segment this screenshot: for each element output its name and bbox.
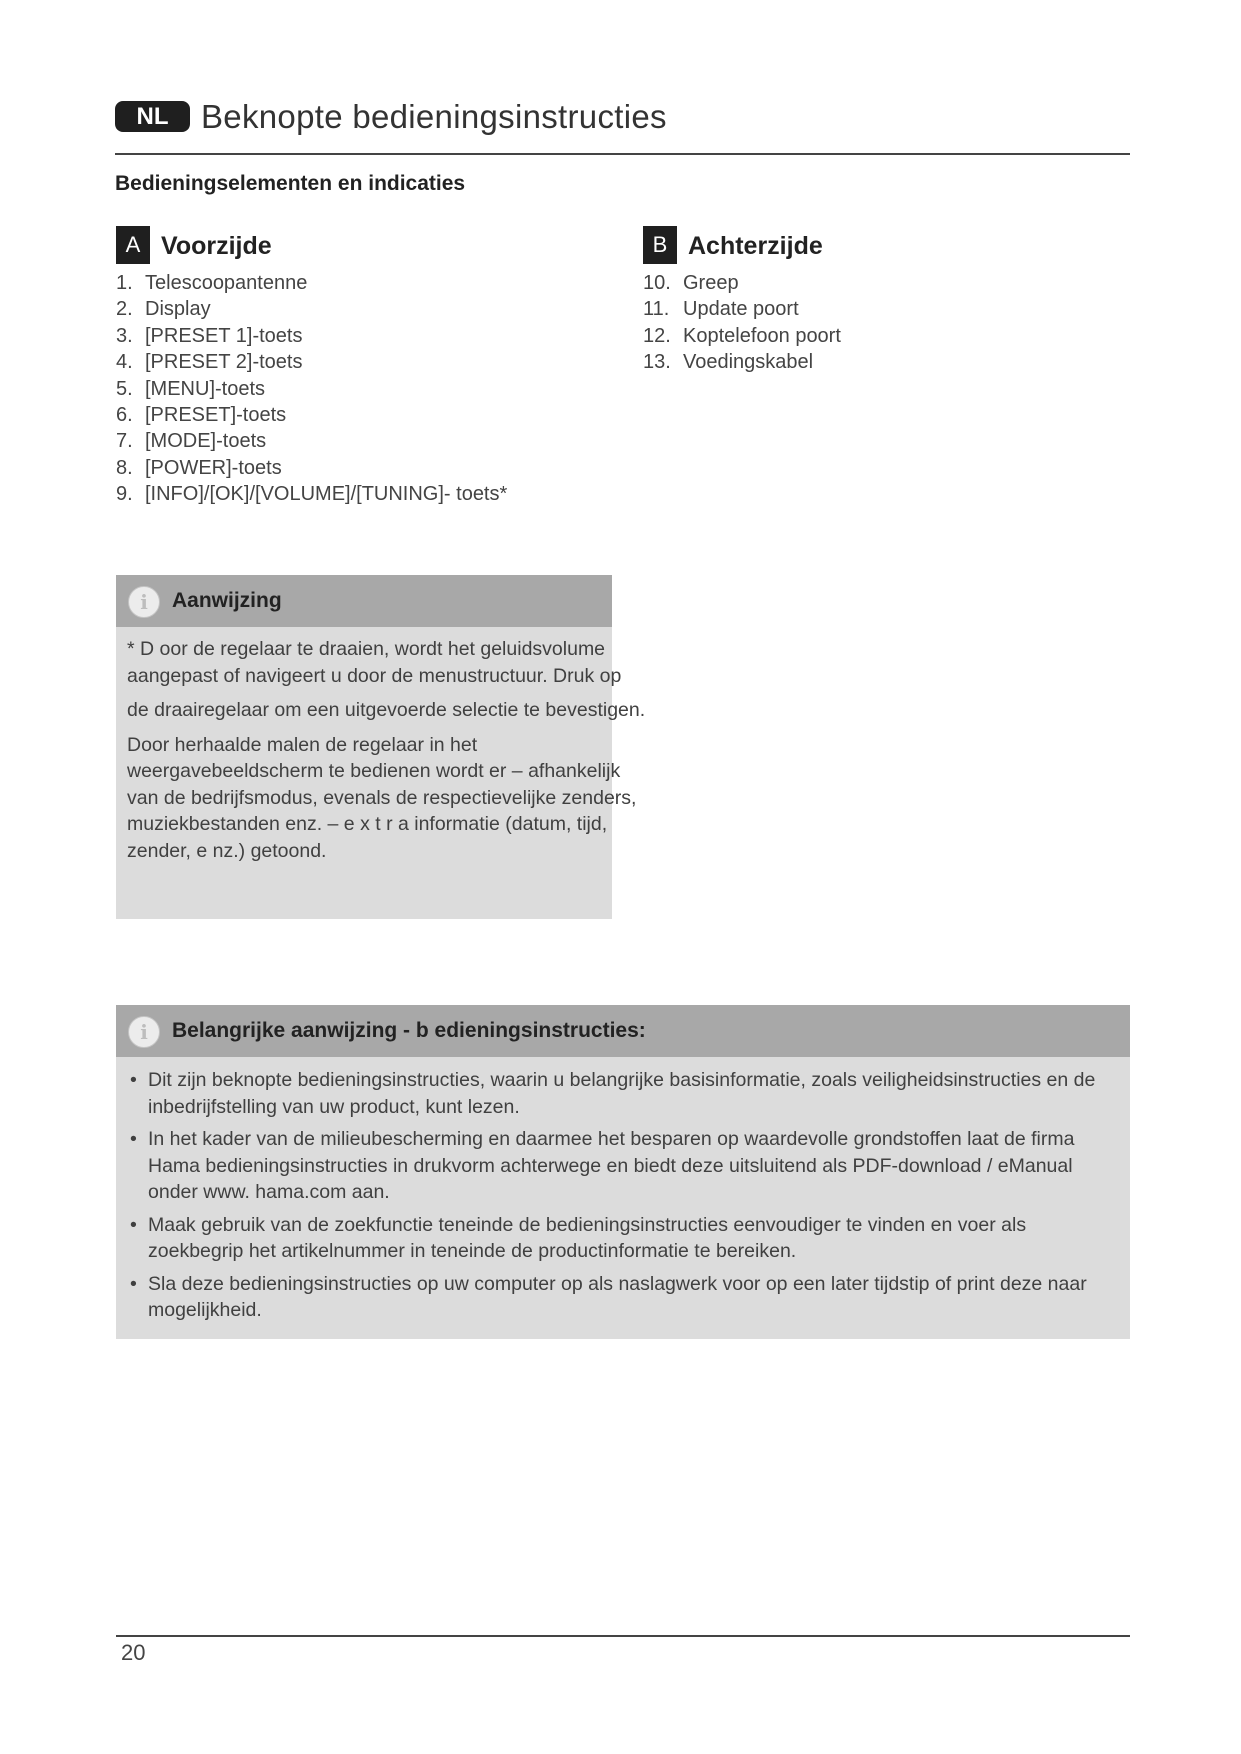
item-number: 11.: [643, 298, 670, 321]
important-note-list: [116, 1057, 1130, 1324]
item-number: 6.: [116, 403, 133, 426]
front-heading: Voorzijde: [161, 232, 272, 260]
back-controls-column: [643, 226, 841, 376]
item-label: [PRESET 1]-toets: [145, 324, 303, 347]
list-item: [116, 428, 507, 454]
item-number: 12.: [643, 324, 671, 347]
important-note-header: [116, 1005, 1130, 1057]
item-number: 4.: [116, 351, 133, 374]
item-label: [INFO]/[OK]/[VOLUME]/[TUNING]- toets*: [145, 483, 508, 506]
note-paragraph: * D oor de regelaar te draaien, wordt het geluidsvolume aangepast of navigeert u door de menustructuur. Druk op: [127, 638, 622, 687]
note-paragraph: de draairegelaar om een uitgevoerde selectie te bevestigen.: [127, 699, 646, 721]
list-item: [116, 481, 507, 507]
footer-divider: [116, 1635, 1130, 1637]
list-item: [116, 349, 507, 375]
page-header: [115, 95, 1130, 155]
bullet: •: [130, 1069, 137, 1091]
item-label: Update poort: [683, 298, 799, 321]
bullet-text: Sla deze bedieningsinstructies op uw computer op als naslagwerk voor op een later tijdstip of print deze naar mogelijkheid.: [148, 1272, 1087, 1321]
item-label: [POWER]-toets: [145, 456, 282, 479]
section-letter-a: A: [116, 226, 150, 264]
item-label: [MODE]-toets: [145, 430, 267, 453]
front-controls-column: [116, 226, 507, 508]
language-badge: NL: [115, 101, 190, 132]
section-title: Bedieningselementen en indicaties: [115, 172, 466, 195]
list-item: [130, 1067, 1116, 1120]
front-controls-list: [116, 270, 507, 508]
item-label: [MENU]-toets: [145, 377, 266, 400]
important-note-title: Belangrijke aanwijzing - b edieningsinstructies:: [172, 1019, 646, 1042]
header-divider: [115, 153, 1130, 155]
bullet-text: In het kader van de milieubescherming en daarmee het besparen op waardevolle grondstoffen laat de firma Hama bedieningsinstructies in drukvorm achterwege en biedt deze uitsluitend als PDF-download / eManual onder www. hama.com aan.: [148, 1128, 1075, 1203]
item-number: 2.: [116, 298, 133, 321]
bullet-text: Dit zijn beknopte bedieningsinstructies, waarin u belangrijke basisinformatie, zoals veiligheidsinstructies en de inbedrijfstelling van uw product, kunt lezen.: [148, 1069, 1096, 1118]
item-number: 8.: [116, 456, 133, 479]
list-item: [130, 1271, 1116, 1324]
back-heading: Achterzijde: [688, 232, 823, 260]
item-label: Voedingskabel: [683, 351, 814, 374]
item-number: 5.: [116, 377, 133, 400]
note-body: [116, 627, 646, 864]
bullet: •: [130, 1213, 137, 1236]
bullet-text: Maak gebruik van de zoekfunctie teneinde de bedieningsinstructies eenvoudiger te vinden en voer als zoekbegrip het artikelnummer in teneinde de productinformatie te bereiken.: [148, 1213, 1027, 1262]
item-label: Display: [145, 298, 211, 321]
info-icon: i: [128, 586, 160, 618]
bullet: •: [130, 1272, 137, 1295]
list-item: [643, 296, 841, 322]
note-title: Aanwijzing: [172, 589, 282, 612]
item-label: Greep: [683, 272, 739, 294]
bullet: •: [130, 1128, 137, 1150]
item-label: Telescoopantenne: [145, 272, 308, 294]
item-label: Koptelefoon poort: [683, 324, 841, 347]
item-label: [PRESET 2]-toets: [145, 351, 303, 374]
list-item: [116, 402, 507, 428]
page-number: 20: [121, 1640, 146, 1665]
note-box: [116, 575, 646, 919]
item-number: 9.: [116, 483, 133, 506]
item-number: 13.: [643, 351, 671, 374]
list-item: [130, 1212, 1116, 1265]
list-item: [643, 349, 841, 375]
important-note-box: [116, 1005, 1130, 1339]
list-item: [130, 1126, 1116, 1206]
item-number: 10.: [643, 272, 671, 294]
item-number: 7.: [116, 430, 133, 453]
list-item: [643, 270, 841, 296]
list-item: [116, 270, 507, 296]
note-header: [116, 575, 612, 627]
item-number: 1.: [116, 272, 133, 294]
section-letter-b: B: [643, 226, 677, 264]
item-number: 3.: [116, 324, 133, 347]
info-icon: i: [128, 1016, 160, 1048]
page-title: Beknopte bedieningsinstructies: [201, 98, 667, 135]
list-item: [116, 323, 507, 349]
list-item: [643, 323, 841, 349]
list-item: [116, 376, 507, 402]
back-controls-list: [643, 270, 841, 376]
list-item: [116, 296, 507, 322]
item-label: [PRESET]-toets: [145, 403, 287, 426]
note-paragraph: Door herhaalde malen de regelaar in het weergavebeeldscherm te bedienen wordt er – afhankelijk van de bedrijfsmodus, evenals de respectievelijke zenders, muziekbestanden enz. – e x t r a informatie (datum, tijd, zender, e nz.) getoond.: [127, 733, 637, 862]
list-item: [116, 455, 507, 481]
